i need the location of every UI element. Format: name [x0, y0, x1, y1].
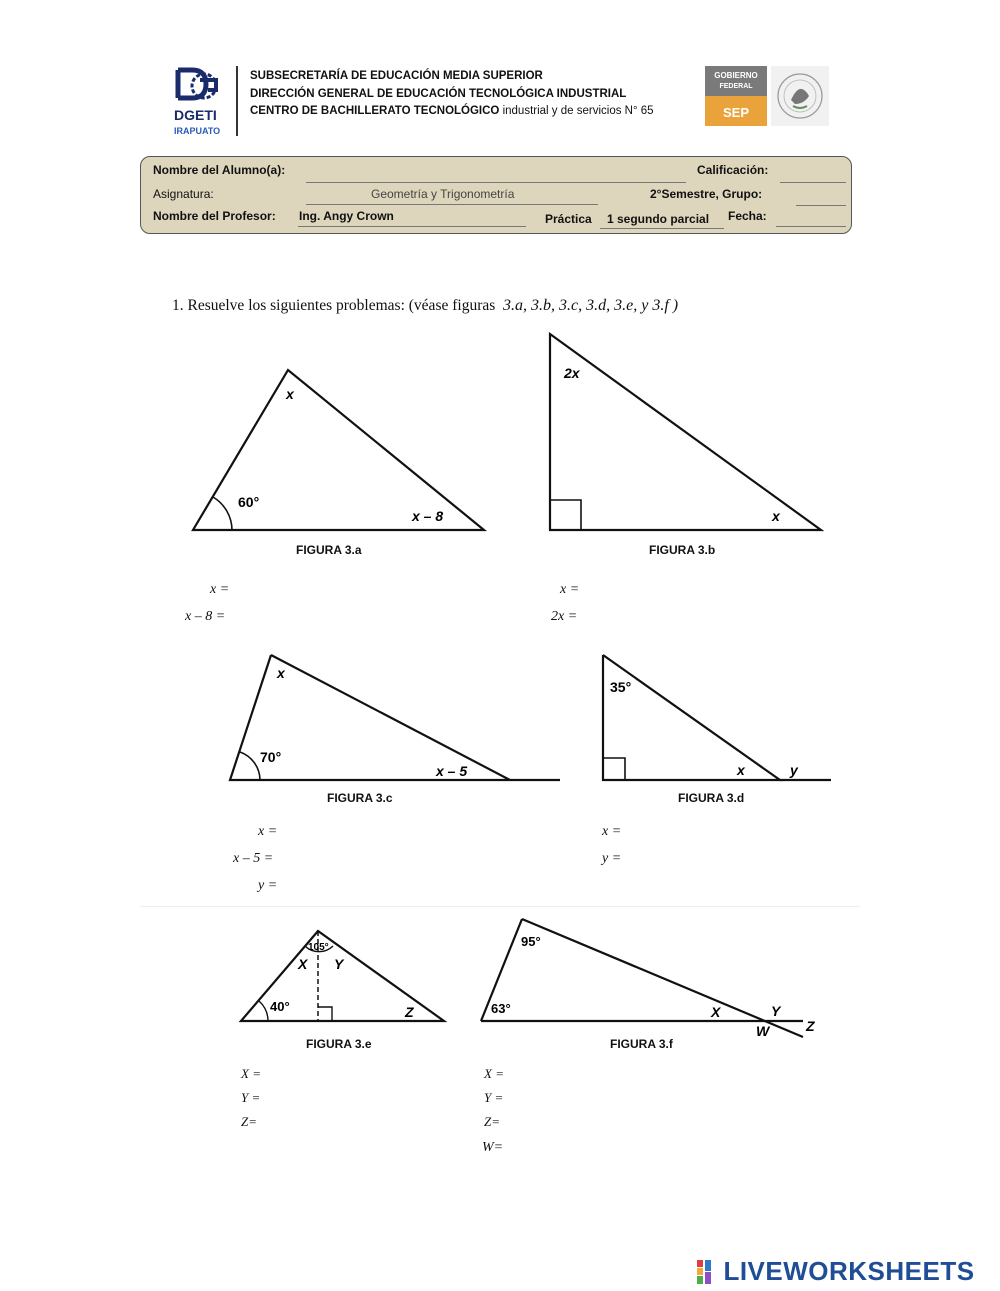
answer-f-w[interactable]: W= [482, 1140, 504, 1155]
fig-e-part-x: X [298, 956, 308, 972]
student-name-label: Nombre del Alumno(a): [153, 163, 286, 177]
answer-c-y[interactable]: y = [258, 878, 278, 893]
answer-e-x[interactable]: X = [241, 1066, 261, 1081]
date-label: Fecha: [728, 209, 767, 223]
answer-c-x-5[interactable]: x – 5 = [233, 851, 274, 866]
header-line-1: SUBSECRETARÍA DE EDUCACIÓN MEDIA SUPERIOR [250, 70, 543, 82]
answer-b-2x[interactable]: 2x = [551, 609, 578, 624]
answer-c-x[interactable]: x = [258, 824, 278, 839]
figure-3a-triangle [193, 370, 484, 530]
caption-figure-3f: FIGURA 3.f [610, 1037, 673, 1051]
answer-f-z[interactable]: Z= [484, 1114, 501, 1129]
answer-e-z[interactable]: Z= [241, 1114, 258, 1129]
fig-e-part-y: Y [334, 956, 344, 972]
answer-f-y[interactable]: Y = [484, 1090, 504, 1105]
fig-c-angle-right: x – 5 [436, 763, 468, 779]
caption-figure-3a: FIGURA 3.a [296, 543, 362, 557]
fig-e-angle-top: 105° [308, 942, 329, 953]
fig-b-angle-top: 2x [564, 365, 580, 381]
sep-line-1: GOBIERNO [714, 71, 758, 80]
instructions: 1. Resuelve los siguientes problemas: (véase figuras 3.a, 3.b, 3.c, 3.d, 3.e, y 3.f ) [172, 297, 679, 314]
fig-d-angle-y: y [790, 762, 798, 778]
answer-f-x[interactable]: X = [484, 1066, 504, 1081]
caption-figure-3b: FIGURA 3.b [649, 543, 716, 557]
logo-sub: IRAPUATO [174, 126, 221, 136]
fig-f-angle-w: W [756, 1023, 770, 1039]
header-line-3: CENTRO DE BACHILLERATO TECNOLÓGICO industrial y de servicios N° 65 [250, 105, 654, 117]
fig-a-angle-top: x [286, 386, 294, 402]
teacher-value: Ing. Angy Crown [299, 209, 394, 223]
fig-d-angle-x: x [737, 762, 745, 778]
header-line-2: DIRECCIÓN GENERAL DE EDUCACIÓN TECNOLÓGICA INDUSTRIAL [250, 87, 627, 100]
fig-e-angle-left: 40° [270, 999, 290, 1014]
figure-3f-triangle [481, 919, 815, 1039]
fig-f-angle-top: 95° [521, 934, 541, 949]
figure-3b-triangle [550, 334, 821, 530]
liveworksheets-icon [697, 1260, 719, 1284]
fig-a-angle-right: x – 8 [412, 508, 444, 524]
answer-d-y[interactable]: y = [602, 851, 622, 866]
section-divider [140, 906, 860, 907]
answer-b-x[interactable]: x = [560, 582, 580, 597]
answer-a-x[interactable]: x = [210, 582, 230, 597]
fig-d-angle-top: 35° [610, 679, 632, 695]
semester-label: 2°Semestre, Grupo: [650, 187, 763, 201]
fig-e-angle-z: Z [405, 1004, 414, 1020]
fig-a-angle-left: 60° [238, 494, 260, 510]
logo-text: DGETI [174, 107, 217, 123]
sep-line-2: FEDERAL [719, 83, 753, 90]
liveworksheets-text: LIVEWORKSHEETS [723, 1256, 975, 1286]
fig-f-angle-left: 63° [491, 1001, 511, 1016]
fig-c-angle-top: x [277, 665, 285, 681]
caption-figure-3e: FIGURA 3.e [306, 1037, 372, 1051]
answer-a-x-8[interactable]: x – 8 = [185, 609, 226, 624]
answer-d-x[interactable]: x = [602, 824, 622, 839]
figure-list: 3.a, 3.b, 3.c, 3.d, 3.e, y 3.f ) [503, 297, 679, 314]
subject-label: Asignatura: [153, 187, 214, 201]
answer-e-y[interactable]: Y = [241, 1090, 261, 1105]
practice-value: 1 segundo parcial [607, 212, 710, 226]
teacher-label: Nombre del Profesor: [153, 209, 276, 223]
fig-f-angle-x: X [711, 1004, 721, 1020]
fig-f-angle-y: Y [771, 1003, 781, 1019]
grade-label: Calificación: [697, 163, 769, 177]
liveworksheets-logo [697, 1256, 975, 1287]
practice-label: Práctica [545, 212, 592, 226]
figure-3c-triangle [230, 655, 560, 780]
fig-f-angle-z: Z [806, 1018, 815, 1034]
caption-figure-3d: FIGURA 3.d [678, 791, 745, 805]
subject-value: Geometría y Trigonometría [371, 187, 515, 201]
fig-c-angle-left: 70° [260, 749, 282, 765]
fig-b-angle-right: x [772, 508, 780, 524]
figure-3e-triangle [241, 931, 444, 1021]
caption-figure-3c: FIGURA 3.c [327, 791, 393, 805]
sep-label: SEP [722, 105, 750, 120]
figure-3d-triangle [603, 655, 831, 780]
